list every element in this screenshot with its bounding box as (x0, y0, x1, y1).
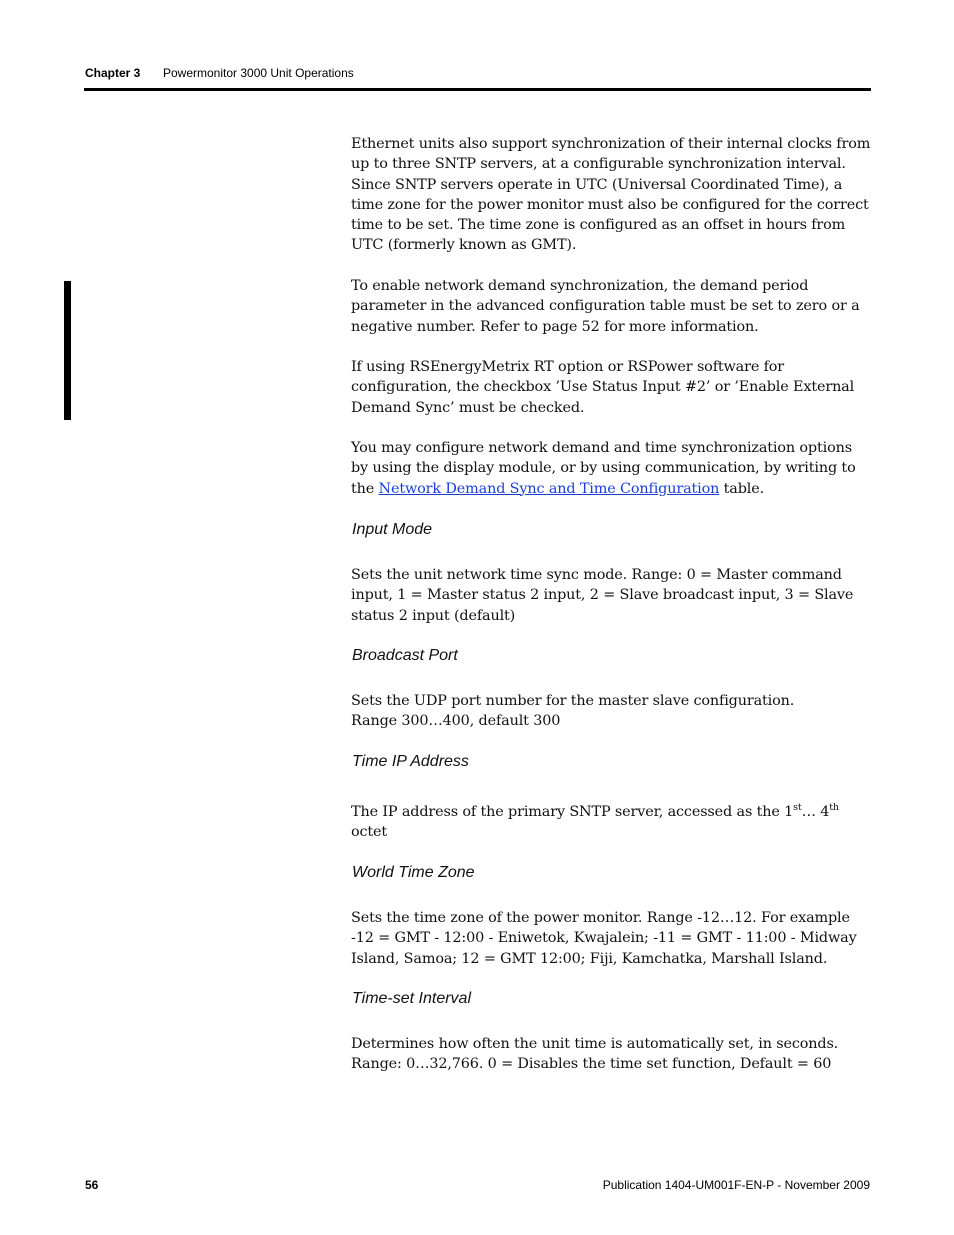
header-rule (84, 88, 871, 91)
heading-broadcast-port: Broadcast Port (352, 647, 458, 664)
chapter-title: Powermonitor 3000 Unit Operations (163, 66, 354, 80)
network-demand-sync-link[interactable]: Network Demand Sync and Time Configuration (378, 480, 720, 497)
broadcast-port-line-1: Sets the UDP port number for the master slave configuration. (351, 693, 795, 709)
publication-info: Publication 1404-UM001F-EN-P - November 2009 (602, 1178, 870, 1192)
time-ip-text: The IP address of the primary SNTP server, accessed as the 1 (351, 804, 794, 820)
chapter-label: Chapter 3 (85, 66, 141, 80)
paragraph-configure (351, 438, 871, 499)
heading-input-mode: Input Mode (352, 521, 433, 538)
text-input-mode: Sets the unit network time sync mode. Range: 0 = Master command input, 1 = Master status 2 input, 2 = Slave broadcast input, 3 = Slave status 2 input (default) (351, 567, 854, 624)
paragraph-sntp: Ethernet units also support synchronization of their internal clocks from up to three SNTP servers, at a configurable synchronization interval. Since SNTP servers operate in UTC (Universal Coordinated Time), a time zone for the power monitor must also be configured for the correct time to be set. The time zone is configured as an offset in hours from UTC (formerly known as GMT). (351, 136, 871, 254)
time-ip-sup-th: th (829, 802, 839, 813)
change-bar (64, 281, 71, 420)
text-broadcast-port (351, 691, 871, 732)
text-time-ip (351, 802, 871, 843)
heading-time-set-interval: Time-set Interval (352, 990, 471, 1007)
text-world-time-zone: Sets the time zone of the power monitor. Range -12…12. For example -12 = GMT - 12:00 - Eniwetok, Kwajalein; -11 = GMT - 11:00 - Midway Island, Samoa; 12 = GMT 12:00; Fiji, Kamchatka, Marshall Island. (351, 910, 857, 967)
broadcast-port-line-2: Range 300…400, default 300 (351, 713, 561, 730)
paragraph-demand-sync: To enable network demand synchronization, the demand period parameter in the advanced configuration table must be set to zero or a negative number. Refer to page 52 for more information. (351, 278, 860, 335)
time-ip-text-2: … 4 (801, 804, 830, 820)
heading-time-ip: Time IP Address (352, 753, 469, 770)
time-ip-sup-st: st (793, 802, 802, 813)
paragraph-rsenergy: If using RSEnergyMetrix RT option or RSPower software for configuration, the checkbox ’Use Status Input #2’ or ’Enable External Demand Sync’ must be checked. (351, 359, 855, 416)
time-ip-octet: octet (351, 824, 388, 841)
paragraph-configure-text: You may configure network demand and time synchronization options by using the display module, or by using communication, by writing to the (351, 440, 856, 497)
text-time-set-interval: Determines how often the unit time is automatically set, in seconds. Range: 0…32,766. 0 = Disables the time set function, Default = 60 (351, 1036, 839, 1073)
page-number: 56 (85, 1178, 99, 1192)
paragraph-configure-tail: table. (719, 480, 765, 497)
heading-world-time-zone: World Time Zone (352, 864, 475, 881)
